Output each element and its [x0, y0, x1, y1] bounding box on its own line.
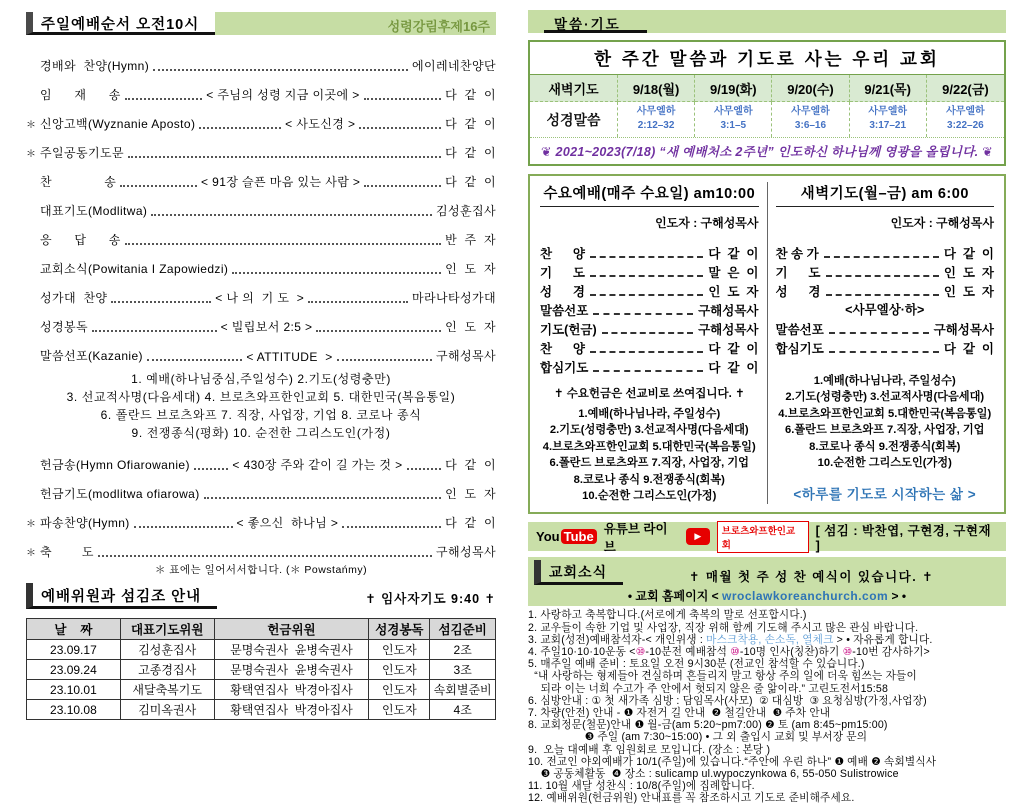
- order-line: [26, 444, 496, 473]
- youtube-live-label: 유튜브 라이브: [603, 521, 668, 554]
- committee-cell: 23.10.08: [27, 700, 121, 720]
- anniversary-banner: ❦ 2021~2023(7/18) “새 예배처소 2주년” 인도하신 하나님께 영광을 올립니다. ❦: [530, 137, 1004, 164]
- topic-line: 1. 예배(하나님중심,주일성수) 2.기도(성령충만): [131, 372, 391, 386]
- topic-line: 10.순전한 그리스도인(가정): [582, 490, 717, 503]
- news-segment: 5. 매주일 예배 준비 : 토요일 오전 9시30분 (전교인 참석할 수 있습니다.): [528, 658, 865, 671]
- order-of-service-list: [26, 45, 496, 364]
- news-line: [528, 634, 1006, 646]
- news-segment: 되라 이는 너희 수고가 주 안에서 헛되지 않은 줄 앎이라.” 고린도전서15:58: [528, 682, 889, 695]
- service-right: 다 같 이: [708, 361, 759, 375]
- news-segment: 9. 오늘 대예배 후 임원회로 모입니다. (장소 : 본당 ): [528, 743, 771, 756]
- news-segment: 10. 전교인 야외예배가 10/1(주일)에 있습니다.“주안에 우린 하나” ❶ 예배 ❷ 속회별식사: [528, 755, 937, 768]
- topic-line: 4.브로츠와프한인교회 5.대한민국(복음통일): [542, 440, 756, 453]
- committee-header-cell: 헌금위원: [214, 619, 369, 640]
- stand-star-mark: ＊: [26, 548, 37, 559]
- service-line: [776, 262, 995, 281]
- stand-star-mark: ＊: [26, 519, 37, 530]
- homepage-link[interactable]: wroclawkoreanchurch.com: [722, 589, 889, 604]
- scripture-cell: [772, 102, 849, 137]
- news-line: [528, 731, 1006, 743]
- news-segment: -10명 인사(칭찬)하기: [739, 646, 843, 659]
- word-prayer-title: 말씀·기도: [544, 10, 647, 33]
- order-label: 찬 송: [40, 175, 117, 189]
- dash-leader: [593, 370, 703, 372]
- committee-cell: 3조: [430, 660, 496, 680]
- news-segment: ❸ 공동체활동 ❹ 장소 : sulicamp ul.wypoczynkowa 6, 55-050 Sulistrowice: [528, 768, 899, 781]
- order-label: 성가대 찬양: [40, 291, 108, 305]
- order-right: 에이레네찬양단: [412, 59, 496, 73]
- order-right: 다 같 이: [445, 458, 496, 472]
- order-line: [26, 531, 496, 560]
- wednesday-column: [532, 182, 768, 504]
- stand-star-mark: [26, 73, 40, 74]
- committee-row: [27, 660, 496, 680]
- dot-leader: [364, 98, 441, 100]
- service-label: 찬 양: [540, 342, 585, 356]
- order-right: 다 같 이: [445, 146, 496, 160]
- wednesday-order-lines: [540, 243, 759, 376]
- order-line: [26, 473, 496, 502]
- topic-line: 6.폴란드 브로츠와프 7.직장, 사업장, 기업: [549, 457, 749, 470]
- song-title: < 사도신경 >: [285, 117, 356, 131]
- order-line: [26, 306, 496, 335]
- dawn-title: 새벽기도(월–금) am 6:00: [776, 182, 995, 207]
- topic-line: 3. 선교적사명(다음세대) 4. 브로츠와프한인교회 5. 대한민국(복음통일): [66, 390, 456, 404]
- order-label: 말씀선포(Kazanie): [40, 349, 143, 363]
- service-right: 인 도 자: [708, 285, 759, 299]
- committee-cell: 새달축복기도: [120, 680, 214, 700]
- committee-row: [27, 700, 496, 720]
- scripture-cell: [695, 102, 772, 137]
- order-of-service-list-2: [26, 444, 496, 560]
- scripture-book: 사무엘하: [713, 106, 753, 117]
- scripture-book: 사무엘하: [791, 106, 830, 117]
- committee-cell: 23.10.01: [27, 680, 121, 700]
- stand-star-mark: [26, 305, 40, 306]
- order-line: [26, 248, 496, 277]
- stand-star-mark: [26, 334, 40, 335]
- order-label: 주일공동기도문: [40, 146, 124, 160]
- news-line: [528, 707, 1006, 719]
- order-label: 경배와 찬양(Hymn): [40, 59, 150, 73]
- news-header: [528, 557, 1006, 606]
- order-label: 대표기도(Modlitwa): [40, 204, 148, 218]
- homepage-prefix: • 교회 홈페이지 <: [627, 589, 722, 604]
- order-line: [26, 335, 496, 364]
- news-segment: 4. 주일10·10·10운동 <: [528, 646, 636, 659]
- topic-line: 4.브로츠와프한인교회 5.대한민국(복음통일): [778, 407, 992, 420]
- dash-leader: [826, 275, 939, 277]
- news-segment: ⑩: [842, 646, 853, 659]
- order-label: 파송찬양(Hymn): [40, 516, 130, 530]
- stand-star-mark: [26, 102, 40, 103]
- order-line: [26, 277, 496, 306]
- service-label: 찬 양: [540, 247, 585, 261]
- committee-cell: 2조: [430, 640, 496, 660]
- service-right: 구해성목사: [933, 323, 994, 337]
- service-label: 기 도: [775, 266, 821, 280]
- service-right: 다 같 이: [943, 247, 994, 261]
- order-right: 반 주 자: [445, 233, 496, 247]
- news-title: 교회소식: [534, 560, 623, 585]
- committee-cell: 23.09.17: [27, 640, 121, 660]
- order-line: [26, 45, 496, 74]
- order-right: 다 같 이: [445, 117, 496, 131]
- service-label: 합심기도: [775, 342, 824, 356]
- dawn-slogan: <하루를 기도로 시작하는 삶 >: [793, 487, 977, 503]
- committee-header-cell: 성경봉독: [369, 619, 430, 640]
- news-segment: 6. 심방안내 : ① 첫 새가족 심방 : 담임목사(사모) ② 대심방 ③ 요청심방(가정,사업장): [528, 694, 927, 707]
- dot-leader: [204, 497, 441, 499]
- week-day-cell: 9/18(월): [618, 75, 695, 102]
- service-line: [540, 338, 759, 357]
- song-title: < 91장 슬픈 마음 있는 사람 >: [201, 175, 361, 189]
- dash-leader: [824, 256, 939, 258]
- dot-leader: [359, 127, 441, 129]
- dot-leader: [125, 98, 202, 100]
- order-right: 인 도 자: [445, 487, 496, 501]
- service-right: 말 은 이: [708, 266, 759, 280]
- offering-note: ✝ 수요헌금은 선교비로 쓰여집니다. ✝: [553, 388, 745, 400]
- page-left: [0, 0, 512, 724]
- dot-leader: [125, 243, 441, 245]
- service-line: [540, 262, 759, 281]
- news-line: [528, 609, 1006, 621]
- service-label: 성 경: [540, 285, 585, 299]
- committee-cell: 속회별준비: [430, 680, 496, 700]
- order-right: 다 같 이: [445, 88, 497, 102]
- order-label: 임 재 송: [40, 88, 121, 102]
- order-line: [26, 219, 496, 248]
- page-title: 주일예배순서 오전10시: [26, 12, 215, 35]
- committee-cell: 고종경집사: [120, 660, 214, 680]
- stand-star-mark: [26, 247, 40, 248]
- scripture-ref: 3:1–5: [720, 120, 747, 131]
- scripture-range-note: <사무엘상·하>: [845, 303, 925, 317]
- order-label: 축 도: [40, 545, 94, 559]
- scripture-book: 사무엘하: [946, 106, 985, 117]
- order-line: [26, 161, 496, 190]
- dash-leader: [829, 332, 929, 334]
- service-label: 말씀선포: [775, 323, 824, 337]
- committee-table-body: [27, 640, 496, 720]
- news-segment: -10번 감사하기>: [852, 646, 930, 659]
- song-title: < 빌립보서 2:5 >: [220, 320, 313, 334]
- prayer-topics-left: [26, 370, 496, 442]
- committee-table: [26, 618, 496, 720]
- worship-box: [528, 174, 1006, 514]
- service-right: 다 같 이: [943, 342, 994, 356]
- song-title: < 430장 주와 같이 길 가는 것 >: [232, 458, 403, 472]
- order-line: [26, 103, 496, 132]
- committee-header-row: [27, 619, 496, 640]
- order-right: 구해성목사: [436, 545, 496, 559]
- dot-leader: [120, 185, 197, 187]
- scripture-book: 사무엘하: [636, 106, 676, 117]
- channel-badge[interactable]: 브로츠와프한인교회: [717, 521, 809, 553]
- song-title: < 주님의 성령 지금 이곳에 >: [206, 88, 360, 102]
- news-segment: > • 자유롭게 합니다.: [833, 633, 933, 646]
- stand-star-mark: ＊: [26, 149, 37, 160]
- news-segment: 11. 10월 새달 성찬식 : 10/8(주일)에 집례합니다.: [528, 780, 755, 793]
- news-line: [528, 768, 1006, 780]
- stand-star-mark: [26, 218, 40, 219]
- service-line: [540, 300, 759, 319]
- order-right: 구해성목사: [436, 349, 496, 363]
- dot-leader: [98, 555, 432, 557]
- news-segment: “내 사랑하는 형제들아 견실하며 흔들리지 말고 항상 주의 일에 더욱 힘쓰는 자들이: [528, 670, 917, 683]
- scripture-ref: 3:22–26: [947, 120, 984, 131]
- news-line: [528, 646, 1006, 658]
- order-label: 성경봉독: [40, 320, 88, 334]
- news-segment: ❸ 주일 (am 7:30~15:00) • 그 외 출입시 교회 및 부서장 문의: [528, 731, 868, 744]
- committee-title: 예배위원과 섬김조 안내: [26, 583, 217, 609]
- committee-cell: 문명숙권사 윤병숙권사: [214, 660, 369, 680]
- news-segment: 8. 교회정문(철문)안내 ❶ 월-금(am 5:20~pm7:00) ❷ 토 (am 8:45~pm15:00): [528, 719, 888, 732]
- topic-line: 6.폴란드 브로츠와프 7.직장, 사업장, 기업: [785, 424, 985, 437]
- committee-cell: 23.09.24: [27, 660, 121, 680]
- order-right: 김성훈집사: [436, 204, 496, 218]
- wednesday-prayer-topics: [540, 406, 759, 504]
- dash-leader: [602, 332, 693, 334]
- order-right: 다 같 이: [445, 175, 497, 189]
- dash-leader: [593, 313, 693, 315]
- news-line: [528, 780, 1006, 792]
- committee-row: [27, 640, 496, 660]
- dash-leader: [829, 351, 939, 353]
- committee-cell: 인도자: [369, 660, 430, 680]
- topic-line: 8.코로나 종식 9.전쟁종식(회복): [573, 473, 725, 486]
- news-line: [528, 695, 1006, 707]
- topic-line: 2.기도(성령충만) 3.선교적사명(다음세대): [549, 424, 749, 437]
- news-segment: 마스크착용, 손소독, 열체크: [706, 633, 834, 646]
- news-segment: 1. 사랑하고 축복합니다.(서로에게 축복의 말로 선포합시다.): [528, 609, 807, 622]
- news-line: [528, 792, 1006, 804]
- news-segment: ⑩: [635, 646, 646, 659]
- scripture-cell: [618, 102, 695, 137]
- news-segment: 12. 예배위원(헌금위원) 안내표를 꼭 참조하시고 기도로 준비해주세요.: [528, 792, 855, 805]
- news-line: [528, 658, 1006, 670]
- order-line: [26, 74, 496, 103]
- service-label: 찬 송 가: [775, 247, 819, 261]
- scripture-ref: 3:6–16: [794, 120, 827, 131]
- dash-leader: [590, 256, 703, 258]
- service-line: [776, 281, 995, 300]
- weekly-table-title: 한 주간 말씀과 기도로 사는 우리 교회: [530, 42, 1004, 75]
- dot-leader: [199, 127, 281, 129]
- page-right: [512, 0, 1024, 805]
- order-right: 인 도 자: [445, 320, 497, 334]
- service-label: 기도(헌금): [540, 323, 597, 337]
- dot-leader: [364, 185, 441, 187]
- news-segment: ⑩: [730, 646, 740, 659]
- order-right: 마라나타성가대: [412, 291, 496, 305]
- order-label: 응 답 송: [40, 233, 121, 247]
- dot-leader: [111, 301, 211, 303]
- order-label: 헌금송(Hymn Ofiarowanie): [40, 458, 190, 472]
- dash-leader: [826, 294, 939, 296]
- stand-star-mark: [26, 472, 40, 473]
- stand-note: ＊ 표에는 일어서서합니다. (＊ Powstańmy): [154, 564, 368, 576]
- dot-leader: [316, 330, 441, 332]
- week-day-cell: 9/20(수): [772, 75, 849, 102]
- topic-line: 10.순전한 그리스도인(가정): [817, 457, 952, 470]
- officer-prayer-time: ✝ 임사자기도 9:40 ✝: [365, 592, 496, 606]
- serving-label: [ 섬김 : 박찬엽, 구현경, 구현재 ]: [815, 523, 992, 553]
- youtube-logo-tube: Tube: [561, 529, 597, 544]
- order-line: [26, 502, 496, 531]
- service-right: 다 같 이: [708, 342, 759, 356]
- news-line: [528, 683, 1006, 695]
- topic-line: 1.예배(하나님나라, 주일성수): [813, 375, 956, 387]
- stand-star-mark: [26, 363, 40, 364]
- dot-leader: [337, 359, 432, 361]
- song-title: < 좋으신 하나님 >: [236, 516, 339, 530]
- dot-leader: [147, 359, 242, 361]
- week-day-cell: 9/22(금): [927, 75, 1004, 102]
- service-line: [776, 338, 995, 357]
- committee-header-cell: 섬김준비: [430, 619, 496, 640]
- service-line: [540, 281, 759, 300]
- news-segment: -10분전 예배참석: [645, 646, 731, 659]
- season-label: 성령강림후제16주: [387, 19, 490, 34]
- scripture-row-label: 성경말씀: [530, 102, 618, 137]
- dot-leader: [194, 468, 229, 470]
- dash-leader: [590, 275, 703, 277]
- service-right: 다 같 이: [708, 247, 759, 261]
- dot-leader: [342, 526, 441, 528]
- topic-line: 8.코로나 종식 9.전쟁종식(회복): [809, 440, 961, 453]
- song-title: < ATTITUDE >: [246, 350, 333, 364]
- youtube-bar: [528, 521, 1006, 554]
- order-line: [26, 190, 496, 219]
- worship-order-header: [26, 12, 496, 35]
- dot-leader: [134, 526, 233, 528]
- news-line: [528, 622, 1006, 634]
- service-label: 성 경: [775, 285, 821, 299]
- news-segment: 7. 차량(안전) 안내 - ❶ 자전거 길 안내 ❷ 철길안내 ❸ 주차 안내: [528, 707, 831, 720]
- service-right: 구해성목사: [698, 304, 759, 318]
- committee-header-cell: 날 짜: [27, 619, 121, 640]
- committee-cell: 인도자: [369, 700, 430, 720]
- homepage-suffix: > •: [888, 589, 907, 604]
- scripture-book: 사무엘하: [868, 106, 908, 117]
- committee-header: [26, 583, 496, 609]
- play-icon[interactable]: ▶: [686, 528, 710, 545]
- dot-leader: [232, 272, 441, 274]
- service-right: 인 도 자: [943, 266, 994, 280]
- topic-line: 1.예배(하나님나라, 주일성수): [578, 408, 721, 420]
- order-line: [26, 132, 496, 161]
- news-line: [528, 756, 1006, 768]
- dawn-column: [768, 182, 1003, 504]
- order-label: 헌금기도(modlitwa ofiarowa): [40, 487, 200, 501]
- wednesday-title: 수요예배(매주 수요일) am10:00: [540, 182, 759, 207]
- committee-table-head: [27, 619, 496, 640]
- committee-header-cell: 대표기도위원: [120, 619, 214, 640]
- dot-leader: [92, 330, 217, 332]
- scripture-cell: [927, 102, 1004, 137]
- service-line: [540, 243, 759, 262]
- news-list: [528, 609, 1006, 804]
- committee-cell: 김미옥권사: [120, 700, 214, 720]
- news-segment: 2. 교우들이 속한 기업 및 사업장, 직장 위해 함께 기도해 주시고 많은 관심 바랍니다.: [528, 621, 919, 634]
- topic-line: 9. 전쟁종식(평화) 10. 순전한 그리스도인(가정): [131, 426, 391, 440]
- news-line: [528, 744, 1006, 756]
- week-day-cell: 9/19(화): [695, 75, 772, 102]
- stand-star-mark: [26, 501, 40, 502]
- dawn-order-lines: [776, 243, 995, 357]
- homepage-line: [534, 587, 1000, 604]
- dot-leader: [128, 156, 441, 158]
- youtube-logo-you: You: [536, 529, 560, 545]
- youtube-logo-icon[interactable]: [536, 529, 597, 544]
- stand-star-mark: [26, 276, 40, 277]
- stand-star-mark: ＊: [26, 120, 37, 131]
- service-line: [776, 243, 995, 262]
- service-line: [540, 319, 759, 338]
- committee-cell: 황택연집사 박경아집사: [214, 700, 369, 720]
- service-label: 합심기도: [540, 361, 589, 375]
- dot-leader: [407, 468, 442, 470]
- dot-leader: [153, 69, 408, 71]
- week-row-label: 새벽기도: [530, 75, 618, 102]
- service-right: 인 도 자: [943, 285, 994, 299]
- topic-line: 2.기도(성령충만) 3.선교적사명(다음세대): [785, 391, 985, 404]
- scripture-ref: 3:17–21: [869, 120, 907, 131]
- order-right: 인 도 자: [445, 262, 496, 276]
- word-prayer-header: [528, 10, 1006, 33]
- scripture-cell: [850, 102, 927, 137]
- stand-star-mark: [26, 189, 40, 190]
- weekly-word-table: [528, 40, 1006, 166]
- service-line: [776, 319, 995, 338]
- order-right: 다 같 이: [445, 516, 496, 530]
- dot-leader: [308, 301, 408, 303]
- dash-leader: [590, 351, 703, 353]
- committee-cell: 4조: [430, 700, 496, 720]
- news-line: [528, 670, 1006, 682]
- service-label: 기 도: [540, 266, 585, 280]
- committee-cell: 문명숙권사 윤병숙권사: [214, 640, 369, 660]
- dawn-prayer-topics: [776, 373, 995, 471]
- committee-cell: 황택연집사 박경아집사: [214, 680, 369, 700]
- committee-row: [27, 680, 496, 700]
- committee-cell: 인도자: [369, 640, 430, 660]
- news-line: [528, 719, 1006, 731]
- dot-leader: [151, 214, 432, 216]
- week-day-cell: 9/21(목): [850, 75, 927, 102]
- communion-note: ✝ 매월 첫 주 성 찬 예식이 있습니다. ✝: [688, 570, 935, 585]
- wednesday-leader: 인도자 : 구해성목사: [655, 216, 759, 230]
- topic-line: 6. 폴란드 브로츠와프 7. 직장, 사업장, 기업 8. 코로나 종식: [100, 408, 422, 422]
- committee-cell: 인도자: [369, 680, 430, 700]
- service-right: 구해성목사: [698, 323, 759, 337]
- dash-leader: [590, 294, 703, 296]
- service-line: [540, 357, 759, 376]
- order-label: 신앙고백(Wyznanie Aposto): [40, 117, 196, 131]
- service-label: 말씀선포: [540, 304, 589, 318]
- scripture-ref: 2:12–32: [637, 120, 675, 131]
- order-label: 교회소식(Powitania I Zapowiedzi): [40, 262, 229, 276]
- dawn-leader: 인도자 : 구해성목사: [890, 216, 994, 230]
- committee-cell: 김성훈집사: [120, 640, 214, 660]
- song-title: < 나 의 기 도 >: [215, 291, 305, 305]
- news-segment: 3. 교회(성전)예배참석자-< 개인위생 :: [528, 633, 707, 646]
